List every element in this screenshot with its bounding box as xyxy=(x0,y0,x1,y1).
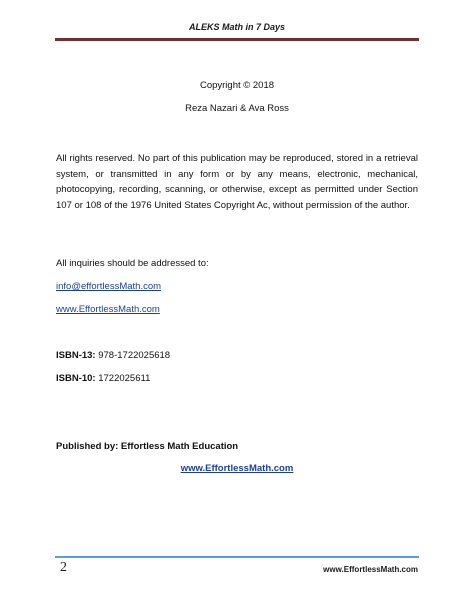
isbn13-value: 978-1722025618 xyxy=(98,350,171,361)
website-link[interactable]: www.EffortlessMath.com xyxy=(56,304,160,315)
isbn10-value: 1722025611 xyxy=(98,373,151,384)
running-header-title: ALEKS Math in 7 Days xyxy=(188,22,286,32)
inquiries-intro: All inquiries should be addressed to: xyxy=(56,258,209,269)
footer-rule xyxy=(55,556,419,558)
publisher-website-link[interactable]: www.EffortlessMath.com xyxy=(180,463,294,474)
publisher-website-line xyxy=(0,463,474,474)
email-link[interactable]: info@effortlessMath.com xyxy=(56,281,162,292)
isbn10-label: ISBN-10: xyxy=(56,373,96,384)
copyright-line: Copyright © 2018 xyxy=(199,80,275,91)
page-number: 2 xyxy=(60,560,67,575)
isbn13-label: ISBN-13: xyxy=(56,350,96,361)
website-line xyxy=(56,304,160,315)
email-line xyxy=(56,281,161,292)
publisher-line: Published by: Effortless Math Education xyxy=(56,441,239,452)
isbn13-line xyxy=(56,350,170,361)
isbn10-line xyxy=(56,373,150,384)
footer-website: www.EffortlessMath.com xyxy=(323,565,418,574)
header-rule xyxy=(55,38,419,41)
authors-line: Reza Nazari & Ava Ross xyxy=(185,103,289,114)
rights-paragraph: All rights reserved. No part of this publication may be reproduced, stored in a retrieval system, or transmitted in any form or by any means, electronic, mechanical, photocopying, recording, scanning, or otherwise, except as permitted under Section 107 or 108 of the 1976 United States Copyright Ac, without permission of the author. xyxy=(56,153,418,211)
